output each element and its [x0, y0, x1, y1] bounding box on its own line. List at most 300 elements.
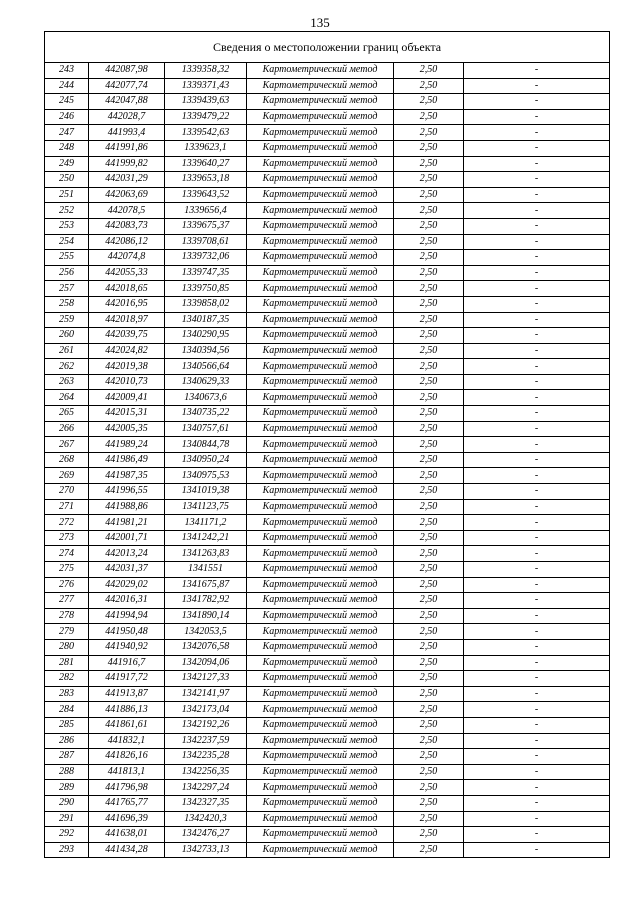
- table-row: [45, 265, 610, 281]
- y-coordinate-cell: 1339732,06: [165, 250, 247, 266]
- accuracy-cell: 2,50: [394, 437, 464, 453]
- x-coordinate-cell: 442087,98: [89, 63, 165, 79]
- accuracy-cell: 2,50: [394, 312, 464, 328]
- method-cell: Картометрический метод: [247, 593, 394, 609]
- y-coordinate-cell: 1339656,4: [165, 203, 247, 219]
- x-coordinate-cell: 441832,1: [89, 733, 165, 749]
- x-coordinate-cell: 441999,82: [89, 156, 165, 172]
- y-coordinate-cell: 1339640,27: [165, 156, 247, 172]
- method-cell: Картометрический метод: [247, 717, 394, 733]
- table-row: [45, 328, 610, 344]
- description-cell: -: [464, 312, 610, 328]
- y-coordinate-cell: 1341242,21: [165, 530, 247, 546]
- y-coordinate-cell: 1341123,75: [165, 499, 247, 515]
- table-row: [45, 296, 610, 312]
- boundary-coordinates-table: [44, 31, 610, 858]
- x-coordinate-cell: 441993,4: [89, 125, 165, 141]
- table-row: [45, 499, 610, 515]
- accuracy-cell: 2,50: [394, 374, 464, 390]
- x-coordinate-cell: 441940,92: [89, 639, 165, 655]
- table-row: [45, 795, 610, 811]
- point-number-cell: 272: [45, 515, 89, 531]
- description-cell: -: [464, 452, 610, 468]
- table-row: [45, 109, 610, 125]
- accuracy-cell: 2,50: [394, 281, 464, 297]
- table-row: [45, 281, 610, 297]
- method-cell: Картометрический метод: [247, 343, 394, 359]
- description-cell: -: [464, 671, 610, 687]
- point-number-cell: 258: [45, 296, 89, 312]
- method-cell: Картометрический метод: [247, 577, 394, 593]
- y-coordinate-cell: 1340735,22: [165, 406, 247, 422]
- method-cell: Картометрический метод: [247, 515, 394, 531]
- accuracy-cell: 2,50: [394, 780, 464, 796]
- y-coordinate-cell: 1339653,18: [165, 172, 247, 188]
- accuracy-cell: 2,50: [394, 484, 464, 500]
- y-coordinate-cell: 1341263,83: [165, 546, 247, 562]
- point-number-cell: 260: [45, 328, 89, 344]
- accuracy-cell: 2,50: [394, 328, 464, 344]
- accuracy-cell: 2,50: [394, 717, 464, 733]
- point-number-cell: 286: [45, 733, 89, 749]
- accuracy-cell: 2,50: [394, 733, 464, 749]
- table-row: [45, 671, 610, 687]
- point-number-cell: 267: [45, 437, 89, 453]
- y-coordinate-cell: 1342094,06: [165, 655, 247, 671]
- description-cell: -: [464, 187, 610, 203]
- y-coordinate-cell: 1340566,64: [165, 359, 247, 375]
- method-cell: Картометрический метод: [247, 296, 394, 312]
- y-coordinate-cell: 1342192,26: [165, 717, 247, 733]
- description-cell: -: [464, 530, 610, 546]
- x-coordinate-cell: 441913,87: [89, 686, 165, 702]
- description-cell: -: [464, 94, 610, 110]
- table-row: [45, 468, 610, 484]
- accuracy-cell: 2,50: [394, 140, 464, 156]
- description-cell: -: [464, 421, 610, 437]
- y-coordinate-cell: 1342327,35: [165, 795, 247, 811]
- x-coordinate-cell: 442031,37: [89, 562, 165, 578]
- table-row: [45, 702, 610, 718]
- x-coordinate-cell: 442005,35: [89, 421, 165, 437]
- x-coordinate-cell: 442009,41: [89, 390, 165, 406]
- description-cell: -: [464, 390, 610, 406]
- x-coordinate-cell: 442031,29: [89, 172, 165, 188]
- y-coordinate-cell: 1340187,35: [165, 312, 247, 328]
- description-cell: -: [464, 109, 610, 125]
- point-number-cell: 276: [45, 577, 89, 593]
- accuracy-cell: 2,50: [394, 452, 464, 468]
- y-coordinate-cell: 1342420,3: [165, 811, 247, 827]
- description-cell: -: [464, 639, 610, 655]
- description-cell: -: [464, 749, 610, 765]
- method-cell: Картометрический метод: [247, 218, 394, 234]
- accuracy-cell: 2,50: [394, 686, 464, 702]
- accuracy-cell: 2,50: [394, 842, 464, 858]
- method-cell: Картометрический метод: [247, 702, 394, 718]
- description-cell: -: [464, 655, 610, 671]
- x-coordinate-cell: 442010,73: [89, 374, 165, 390]
- point-number-cell: 251: [45, 187, 89, 203]
- table-row: [45, 764, 610, 780]
- method-cell: Картометрический метод: [247, 374, 394, 390]
- x-coordinate-cell: 441986,49: [89, 452, 165, 468]
- description-cell: -: [464, 842, 610, 858]
- y-coordinate-cell: 1339643,52: [165, 187, 247, 203]
- description-cell: -: [464, 484, 610, 500]
- description-cell: -: [464, 328, 610, 344]
- y-coordinate-cell: 1340757,61: [165, 421, 247, 437]
- table-body: [45, 63, 610, 858]
- method-cell: Картометрический метод: [247, 827, 394, 843]
- y-coordinate-cell: 1342141,97: [165, 686, 247, 702]
- description-cell: -: [464, 265, 610, 281]
- description-cell: -: [464, 608, 610, 624]
- y-coordinate-cell: 1341171,2: [165, 515, 247, 531]
- table-row: [45, 140, 610, 156]
- description-cell: -: [464, 468, 610, 484]
- y-coordinate-cell: 1340975,53: [165, 468, 247, 484]
- x-coordinate-cell: 441696,39: [89, 811, 165, 827]
- y-coordinate-cell: 1342256,35: [165, 764, 247, 780]
- table-row: [45, 733, 610, 749]
- point-number-cell: 288: [45, 764, 89, 780]
- x-coordinate-cell: 441987,35: [89, 468, 165, 484]
- method-cell: Картометрический метод: [247, 140, 394, 156]
- method-cell: Картометрический метод: [247, 359, 394, 375]
- accuracy-cell: 2,50: [394, 530, 464, 546]
- y-coordinate-cell: 1339858,02: [165, 296, 247, 312]
- y-coordinate-cell: 1339542,63: [165, 125, 247, 141]
- boundary-table-frame: [44, 31, 609, 858]
- y-coordinate-cell: 1339750,85: [165, 281, 247, 297]
- x-coordinate-cell: 442029,02: [89, 577, 165, 593]
- y-coordinate-cell: 1339675,37: [165, 218, 247, 234]
- table-row: [45, 562, 610, 578]
- accuracy-cell: 2,50: [394, 187, 464, 203]
- method-cell: Картометрический метод: [247, 125, 394, 141]
- point-number-cell: 271: [45, 499, 89, 515]
- description-cell: -: [464, 686, 610, 702]
- table-title-row: [45, 32, 610, 63]
- method-cell: Картометрический метод: [247, 452, 394, 468]
- description-cell: -: [464, 546, 610, 562]
- method-cell: Картометрический метод: [247, 546, 394, 562]
- y-coordinate-cell: 1339623,1: [165, 140, 247, 156]
- x-coordinate-cell: 441996,55: [89, 484, 165, 500]
- table-row: [45, 218, 610, 234]
- accuracy-cell: 2,50: [394, 406, 464, 422]
- x-coordinate-cell: 442083,73: [89, 218, 165, 234]
- y-coordinate-cell: 1341019,38: [165, 484, 247, 500]
- accuracy-cell: 2,50: [394, 562, 464, 578]
- method-cell: Картометрический метод: [247, 94, 394, 110]
- table-row: [45, 406, 610, 422]
- table-row: [45, 437, 610, 453]
- point-number-cell: 285: [45, 717, 89, 733]
- point-number-cell: 249: [45, 156, 89, 172]
- table-row: [45, 749, 610, 765]
- x-coordinate-cell: 442015,31: [89, 406, 165, 422]
- method-cell: Картометрический метод: [247, 764, 394, 780]
- table-row: [45, 125, 610, 141]
- x-coordinate-cell: 442047,88: [89, 94, 165, 110]
- method-cell: Картометрический метод: [247, 499, 394, 515]
- x-coordinate-cell: 441950,48: [89, 624, 165, 640]
- y-coordinate-cell: 1339358,32: [165, 63, 247, 79]
- accuracy-cell: 2,50: [394, 827, 464, 843]
- accuracy-cell: 2,50: [394, 702, 464, 718]
- accuracy-cell: 2,50: [394, 172, 464, 188]
- table-row: [45, 187, 610, 203]
- point-number-cell: 262: [45, 359, 89, 375]
- description-cell: -: [464, 250, 610, 266]
- point-number-cell: 284: [45, 702, 89, 718]
- point-number-cell: 265: [45, 406, 89, 422]
- method-cell: Картометрический метод: [247, 312, 394, 328]
- table-row: [45, 452, 610, 468]
- point-number-cell: 293: [45, 842, 89, 858]
- y-coordinate-cell: 1341675,87: [165, 577, 247, 593]
- x-coordinate-cell: 442001,71: [89, 530, 165, 546]
- point-number-cell: 252: [45, 203, 89, 219]
- description-cell: -: [464, 780, 610, 796]
- point-number-cell: 245: [45, 94, 89, 110]
- x-coordinate-cell: 442055,33: [89, 265, 165, 281]
- method-cell: Картометрический метод: [247, 686, 394, 702]
- x-coordinate-cell: 441796,98: [89, 780, 165, 796]
- point-number-cell: 256: [45, 265, 89, 281]
- accuracy-cell: 2,50: [394, 109, 464, 125]
- accuracy-cell: 2,50: [394, 218, 464, 234]
- method-cell: Картометрический метод: [247, 187, 394, 203]
- method-cell: Картометрический метод: [247, 437, 394, 453]
- point-number-cell: 280: [45, 639, 89, 655]
- description-cell: -: [464, 733, 610, 749]
- description-cell: -: [464, 764, 610, 780]
- method-cell: Картометрический метод: [247, 530, 394, 546]
- method-cell: Картометрический метод: [247, 639, 394, 655]
- y-coordinate-cell: 1342297,24: [165, 780, 247, 796]
- point-number-cell: 281: [45, 655, 89, 671]
- method-cell: Картометрический метод: [247, 655, 394, 671]
- y-coordinate-cell: 1341890,14: [165, 608, 247, 624]
- description-cell: -: [464, 172, 610, 188]
- x-coordinate-cell: 441434,28: [89, 842, 165, 858]
- y-coordinate-cell: 1342127,33: [165, 671, 247, 687]
- table-row: [45, 717, 610, 733]
- point-number-cell: 279: [45, 624, 89, 640]
- x-coordinate-cell: 442086,12: [89, 234, 165, 250]
- accuracy-cell: 2,50: [394, 359, 464, 375]
- point-number-cell: 269: [45, 468, 89, 484]
- accuracy-cell: 2,50: [394, 250, 464, 266]
- x-coordinate-cell: 442019,38: [89, 359, 165, 375]
- y-coordinate-cell: 1340950,24: [165, 452, 247, 468]
- accuracy-cell: 2,50: [394, 78, 464, 94]
- x-coordinate-cell: 441916,7: [89, 655, 165, 671]
- accuracy-cell: 2,50: [394, 795, 464, 811]
- description-cell: -: [464, 717, 610, 733]
- accuracy-cell: 2,50: [394, 203, 464, 219]
- point-number-cell: 264: [45, 390, 89, 406]
- table-row: [45, 811, 610, 827]
- accuracy-cell: 2,50: [394, 343, 464, 359]
- description-cell: -: [464, 702, 610, 718]
- description-cell: -: [464, 577, 610, 593]
- description-cell: -: [464, 156, 610, 172]
- x-coordinate-cell: 442063,69: [89, 187, 165, 203]
- method-cell: Картометрический метод: [247, 203, 394, 219]
- y-coordinate-cell: 1342476,27: [165, 827, 247, 843]
- method-cell: Картометрический метод: [247, 109, 394, 125]
- method-cell: Картометрический метод: [247, 78, 394, 94]
- point-number-cell: 291: [45, 811, 89, 827]
- table-row: [45, 484, 610, 500]
- method-cell: Картометрический метод: [247, 172, 394, 188]
- description-cell: -: [464, 343, 610, 359]
- table-row: [45, 390, 610, 406]
- description-cell: -: [464, 562, 610, 578]
- point-number-cell: 283: [45, 686, 89, 702]
- description-cell: -: [464, 437, 610, 453]
- accuracy-cell: 2,50: [394, 499, 464, 515]
- y-coordinate-cell: 1342235,28: [165, 749, 247, 765]
- description-cell: -: [464, 827, 610, 843]
- description-cell: -: [464, 296, 610, 312]
- description-cell: -: [464, 811, 610, 827]
- point-number-cell: 248: [45, 140, 89, 156]
- table-row: [45, 639, 610, 655]
- table-row: [45, 515, 610, 531]
- table-row: [45, 577, 610, 593]
- method-cell: Картометрический метод: [247, 795, 394, 811]
- x-coordinate-cell: 441991,86: [89, 140, 165, 156]
- x-coordinate-cell: 442018,65: [89, 281, 165, 297]
- description-cell: -: [464, 515, 610, 531]
- table-row: [45, 203, 610, 219]
- x-coordinate-cell: 441826,16: [89, 749, 165, 765]
- description-cell: -: [464, 359, 610, 375]
- method-cell: Картометрический метод: [247, 156, 394, 172]
- x-coordinate-cell: 442016,31: [89, 593, 165, 609]
- accuracy-cell: 2,50: [394, 390, 464, 406]
- point-number-cell: 274: [45, 546, 89, 562]
- description-cell: -: [464, 125, 610, 141]
- y-coordinate-cell: 1342733,13: [165, 842, 247, 858]
- y-coordinate-cell: 1339371,43: [165, 78, 247, 94]
- x-coordinate-cell: 441813,1: [89, 764, 165, 780]
- point-number-cell: 261: [45, 343, 89, 359]
- accuracy-cell: 2,50: [394, 63, 464, 79]
- method-cell: Картометрический метод: [247, 265, 394, 281]
- y-coordinate-cell: 1341782,92: [165, 593, 247, 609]
- point-number-cell: 255: [45, 250, 89, 266]
- description-cell: -: [464, 499, 610, 515]
- x-coordinate-cell: 442016,95: [89, 296, 165, 312]
- point-number-cell: 289: [45, 780, 89, 796]
- accuracy-cell: 2,50: [394, 749, 464, 765]
- description-cell: -: [464, 234, 610, 250]
- point-number-cell: 259: [45, 312, 89, 328]
- x-coordinate-cell: 441981,21: [89, 515, 165, 531]
- description-cell: -: [464, 406, 610, 422]
- accuracy-cell: 2,50: [394, 577, 464, 593]
- y-coordinate-cell: 1339479,22: [165, 109, 247, 125]
- table-row: [45, 624, 610, 640]
- table-row: [45, 250, 610, 266]
- accuracy-cell: 2,50: [394, 265, 464, 281]
- y-coordinate-cell: 1340673,6: [165, 390, 247, 406]
- x-coordinate-cell: 442078,5: [89, 203, 165, 219]
- x-coordinate-cell: 441917,72: [89, 671, 165, 687]
- accuracy-cell: 2,50: [394, 593, 464, 609]
- x-coordinate-cell: 442024,82: [89, 343, 165, 359]
- method-cell: Картометрический метод: [247, 328, 394, 344]
- x-coordinate-cell: 441988,86: [89, 499, 165, 515]
- accuracy-cell: 2,50: [394, 421, 464, 437]
- y-coordinate-cell: 1340844,78: [165, 437, 247, 453]
- x-coordinate-cell: 441989,24: [89, 437, 165, 453]
- description-cell: -: [464, 140, 610, 156]
- accuracy-cell: 2,50: [394, 764, 464, 780]
- table-row: [45, 842, 610, 858]
- point-number-cell: 292: [45, 827, 89, 843]
- method-cell: Картометрический метод: [247, 406, 394, 422]
- table-row: [45, 374, 610, 390]
- method-cell: Картометрический метод: [247, 250, 394, 266]
- method-cell: Картометрический метод: [247, 811, 394, 827]
- y-coordinate-cell: 1342237,59: [165, 733, 247, 749]
- accuracy-cell: 2,50: [394, 624, 464, 640]
- y-coordinate-cell: 1339708,61: [165, 234, 247, 250]
- method-cell: Картометрический метод: [247, 281, 394, 297]
- accuracy-cell: 2,50: [394, 655, 464, 671]
- table-row: [45, 156, 610, 172]
- accuracy-cell: 2,50: [394, 671, 464, 687]
- method-cell: Картометрический метод: [247, 733, 394, 749]
- table-row: [45, 655, 610, 671]
- point-number-cell: 246: [45, 109, 89, 125]
- description-cell: -: [464, 78, 610, 94]
- point-number-cell: 243: [45, 63, 89, 79]
- method-cell: Картометрический метод: [247, 234, 394, 250]
- point-number-cell: 244: [45, 78, 89, 94]
- method-cell: Картометрический метод: [247, 562, 394, 578]
- table-row: [45, 172, 610, 188]
- description-cell: -: [464, 281, 610, 297]
- accuracy-cell: 2,50: [394, 811, 464, 827]
- point-number-cell: 275: [45, 562, 89, 578]
- x-coordinate-cell: 442077,74: [89, 78, 165, 94]
- x-coordinate-cell: 442028,7: [89, 109, 165, 125]
- table-row: [45, 421, 610, 437]
- point-number-cell: 277: [45, 593, 89, 609]
- point-number-cell: 290: [45, 795, 89, 811]
- point-number-cell: 282: [45, 671, 89, 687]
- y-coordinate-cell: 1342053,5: [165, 624, 247, 640]
- description-cell: -: [464, 374, 610, 390]
- x-coordinate-cell: 441861,61: [89, 717, 165, 733]
- accuracy-cell: 2,50: [394, 546, 464, 562]
- point-number-cell: 266: [45, 421, 89, 437]
- accuracy-cell: 2,50: [394, 125, 464, 141]
- method-cell: Картометрический метод: [247, 842, 394, 858]
- accuracy-cell: 2,50: [394, 608, 464, 624]
- description-cell: -: [464, 593, 610, 609]
- table-row: [45, 546, 610, 562]
- x-coordinate-cell: 441994,94: [89, 608, 165, 624]
